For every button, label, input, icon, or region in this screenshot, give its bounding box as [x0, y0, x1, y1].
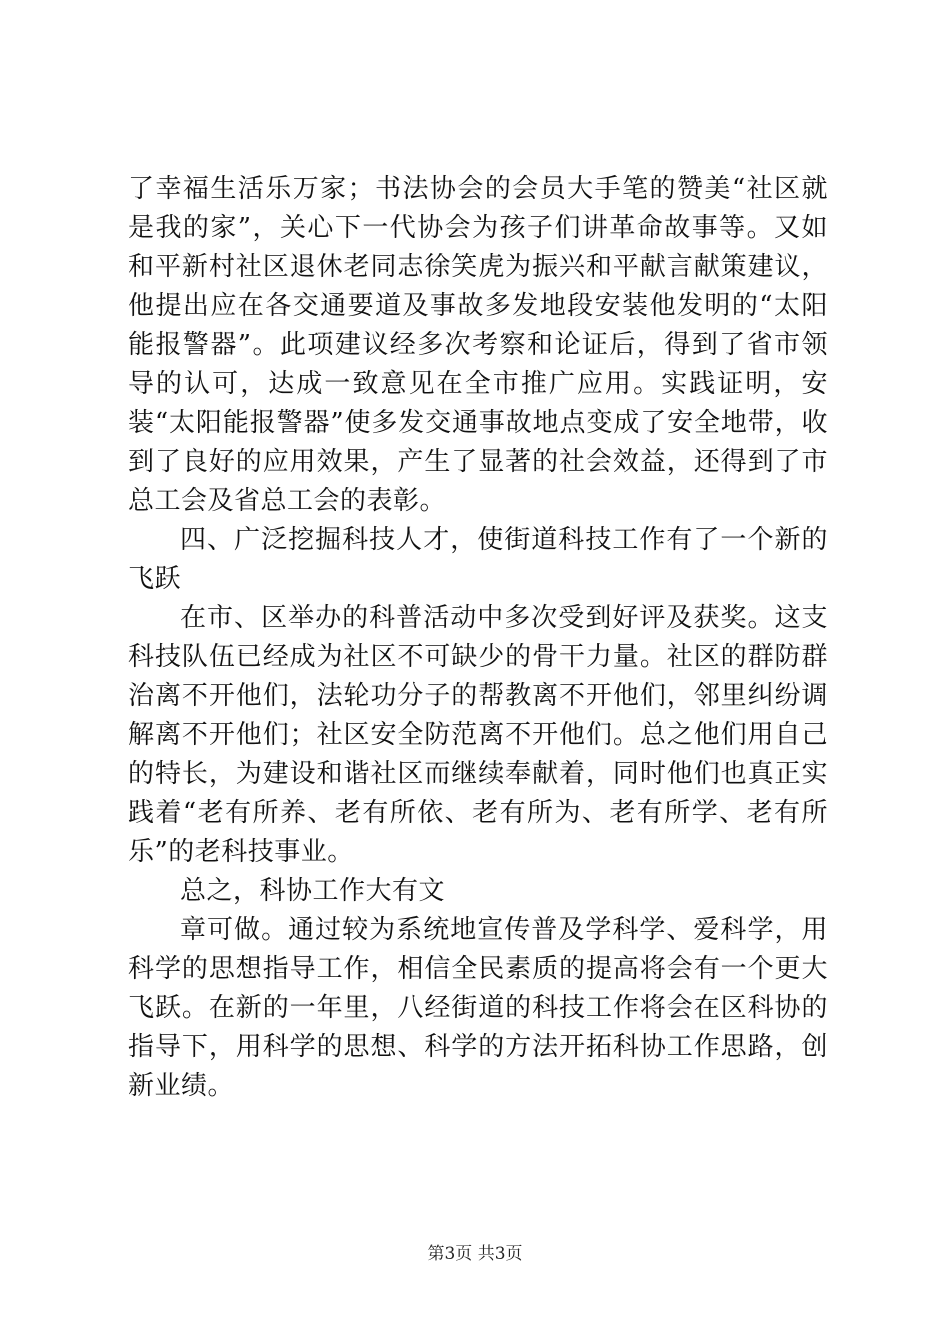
document-body: [128, 170, 828, 1106]
paragraph-community-associations: 了幸福生活乐万家；书法协会的会员大手笔的赞美“社区就是我的家”，关心下一代协会为孩子们讲革命故事等。又如和平新村社区退休老同志徐笑虎为振兴和平献言献策建议，他提出应在各交通要道及事故多发地段安装他发明的“太阳能报警器”。此项建议经多次考察和论证后，得到了省市领导的认可，达成一致意见在全市推广应用。实践证明，安装“太阳能报警器”使多发交通事故地点变成了安全地带，收到了良好的应用效果，产生了显著的社会效益，还得到了市总工会及省总工会的表彰。: [128, 174, 828, 516]
page-footer: 第3页 共3页: [427, 1244, 523, 1264]
section-heading-four: 四、广泛挖掘科技人才，使街道科技工作有了一个新的飞跃: [128, 525, 828, 594]
paragraph-tech-team: 在市、区举办的科普活动中多次受到好评及获奖。这支科技队伍已经成为社区不可缺少的骨干力量。社区的群防群治离不开他们，法轮功分子的帮教离不开他们，邻里纠纷调解离不开他们；社区安全防范离不开他们。总之他们用自己的特长，为建设和谐社区而继续奉献着，同时他们也真正实践着“老有所养、老有所依、老有所为、老有所学、老有所乐”的老科技事业。: [128, 603, 828, 867]
paragraph-conclusion-body: 章可做。通过较为系统地宣传普及学科学、爱科学，用科学的思想指导工作，相信全民素质的提高将会有一个更大飞跃。在新的一年里，八经街道的科技工作将会在区科协的指导下，用科学的思想、科学的方法开拓科协工作思路，创新业绩。: [128, 915, 828, 1101]
paragraph-conclusion-start: 总之，科协工作大有文: [180, 876, 446, 906]
